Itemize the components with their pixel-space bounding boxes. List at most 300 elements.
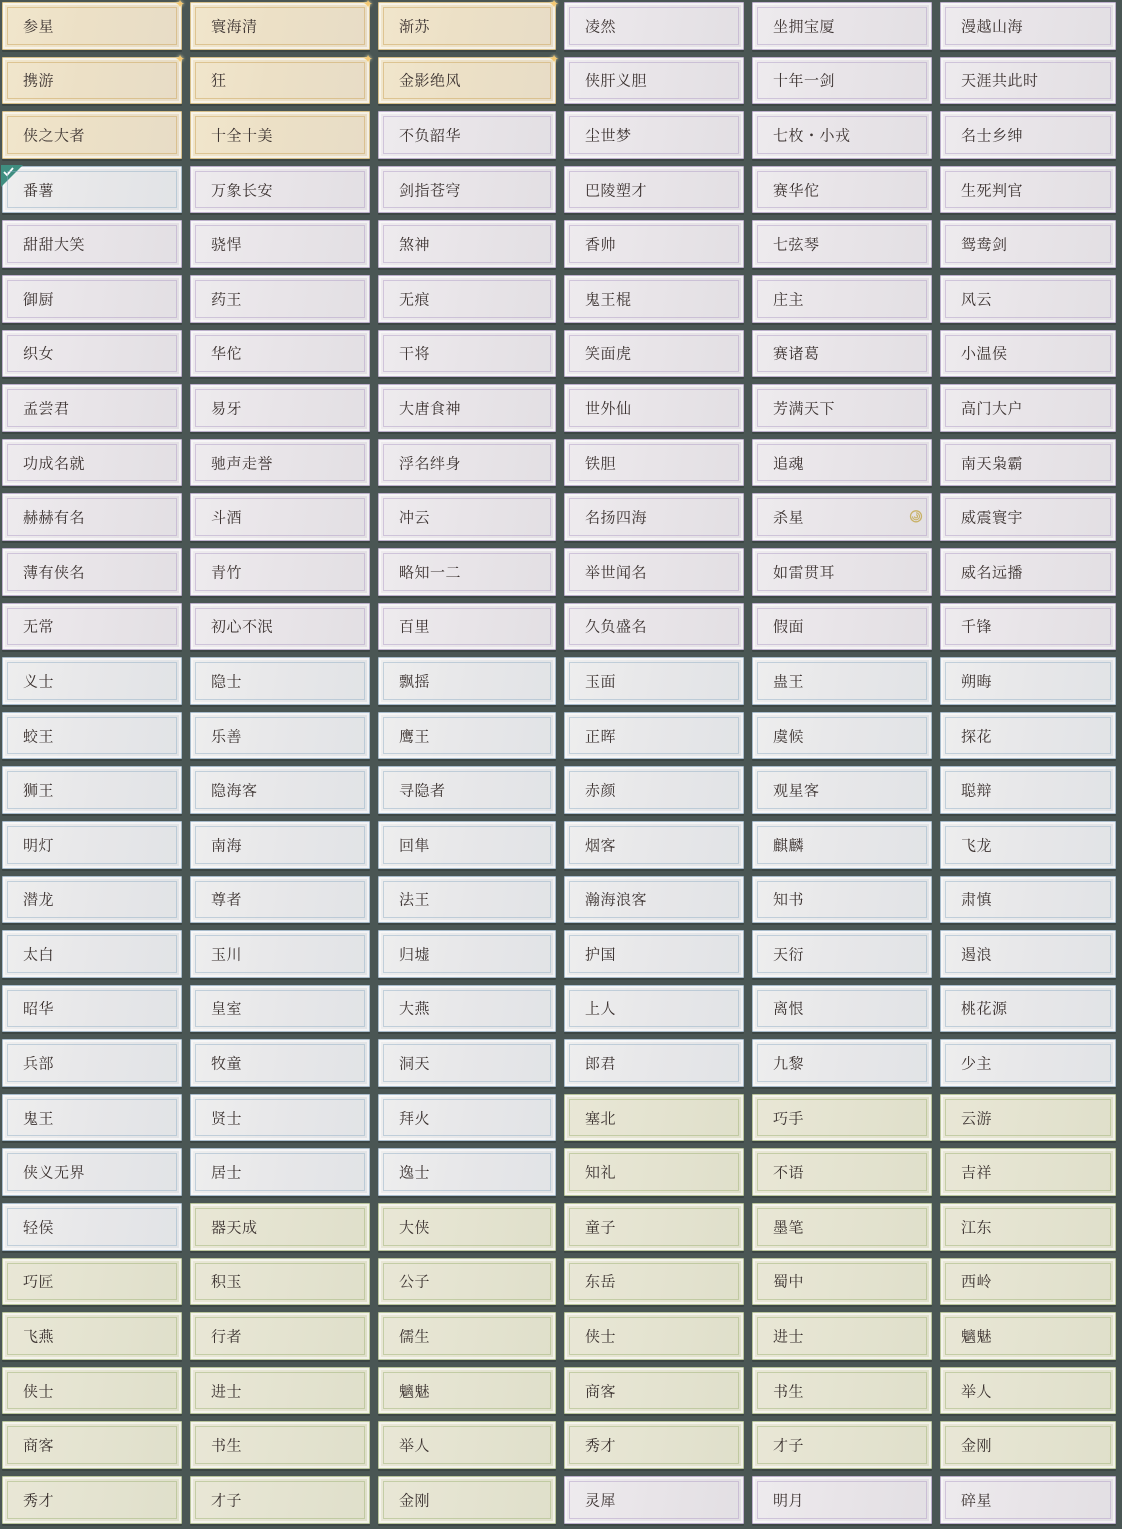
title-card[interactable]	[940, 1476, 1116, 1524]
title-card[interactable]	[752, 548, 932, 596]
title-card[interactable]	[752, 985, 932, 1033]
grid-cell	[188, 983, 376, 1038]
title-card-label: 巧匠	[23, 1272, 55, 1291]
title-card[interactable]	[190, 439, 370, 487]
grid-cell	[750, 1419, 938, 1474]
title-card-label: 蜀中	[773, 1272, 805, 1291]
title-card-label: 聪辩	[961, 781, 993, 800]
title-card[interactable]	[752, 493, 932, 541]
title-card[interactable]	[2, 220, 182, 268]
title-card[interactable]	[190, 1258, 370, 1306]
title-card-label: 居士	[211, 1163, 243, 1182]
title-card[interactable]	[378, 1421, 556, 1469]
title-card[interactable]	[378, 1476, 556, 1524]
title-card[interactable]	[564, 1094, 744, 1142]
title-card[interactable]	[564, 1421, 744, 1469]
title-card[interactable]	[2, 330, 182, 378]
grid-cell	[188, 764, 376, 819]
title-card[interactable]	[752, 330, 932, 378]
grid-cell	[188, 1310, 376, 1365]
title-card[interactable]	[378, 712, 556, 760]
grid-cell	[376, 1310, 562, 1365]
title-card-label: 肃慎	[961, 890, 993, 909]
title-card-label: 魑魅	[399, 1382, 431, 1401]
title-card-label: 笑面虎	[585, 344, 632, 363]
title-card[interactable]	[378, 821, 556, 869]
title-card[interactable]	[378, 985, 556, 1033]
grid-cell	[376, 1037, 562, 1092]
title-card[interactable]	[2, 1148, 182, 1196]
grid-cell	[562, 1092, 750, 1147]
grid-cell	[750, 109, 938, 164]
title-card-label: 芳满天下	[773, 399, 836, 418]
grid-cell	[938, 109, 1122, 164]
title-card[interactable]	[2, 51, 186, 105]
title-card[interactable]	[190, 1039, 370, 1087]
title-card-label: 举人	[399, 1436, 431, 1455]
title-card[interactable]	[752, 876, 932, 924]
title-card[interactable]	[190, 51, 374, 105]
title-card-label: 华佗	[211, 344, 243, 363]
title-card[interactable]	[564, 1203, 744, 1251]
title-card-label: 冲云	[399, 508, 431, 527]
title-card[interactable]	[190, 384, 370, 432]
grid-cell	[0, 601, 188, 656]
title-card-label: 云游	[961, 1109, 993, 1128]
title-card[interactable]	[940, 57, 1116, 105]
title-card[interactable]	[564, 111, 744, 159]
grid-cell	[562, 1474, 750, 1529]
title-card-label: 飞龙	[961, 836, 993, 855]
grid-cell	[0, 437, 188, 492]
title-card[interactable]	[190, 876, 370, 924]
title-card-label: 烟客	[585, 836, 617, 855]
title-card[interactable]	[378, 1148, 556, 1196]
title-card[interactable]	[2, 111, 182, 159]
grid-cell	[750, 601, 938, 656]
title-card-label: 世外仙	[585, 399, 632, 418]
title-card[interactable]	[190, 930, 370, 978]
title-card-label: 御厨	[23, 290, 55, 309]
title-card-label: 兵部	[23, 1054, 55, 1073]
title-card[interactable]	[378, 330, 556, 378]
grid-cell	[938, 983, 1122, 1038]
title-card[interactable]	[564, 220, 744, 268]
grid-cell	[562, 1146, 750, 1201]
grid-cell	[0, 51, 188, 110]
title-card[interactable]	[378, 384, 556, 432]
title-card[interactable]	[190, 166, 370, 214]
title-card[interactable]	[190, 1421, 370, 1469]
title-card[interactable]	[752, 821, 932, 869]
title-card-label: 万象长安	[211, 181, 274, 200]
title-card[interactable]	[564, 57, 744, 105]
title-card[interactable]	[940, 220, 1116, 268]
title-card[interactable]	[190, 111, 370, 159]
grid-cell	[188, 109, 376, 164]
grid-cell	[376, 1146, 562, 1201]
title-card[interactable]	[752, 57, 932, 105]
grid-cell	[938, 55, 1122, 110]
title-card[interactable]	[378, 275, 556, 323]
title-card[interactable]	[564, 330, 744, 378]
grid-cell	[938, 164, 1122, 219]
title-card[interactable]	[564, 1258, 744, 1306]
grid-cell	[562, 1256, 750, 1311]
title-card[interactable]	[2, 821, 182, 869]
title-card[interactable]	[564, 930, 744, 978]
title-card[interactable]	[190, 1476, 370, 1524]
title-card-label: 赤颜	[585, 781, 617, 800]
title-card[interactable]	[2, 1476, 182, 1524]
title-card[interactable]	[378, 1039, 556, 1087]
title-card-label: 初心不泯	[211, 617, 274, 636]
grid-cell	[188, 491, 376, 546]
title-card-label: 进士	[211, 1382, 243, 1401]
grid-cell	[750, 1146, 938, 1201]
title-card-label: 天衍	[773, 945, 805, 964]
title-card-label: 魑魅	[961, 1327, 993, 1346]
title-card[interactable]	[564, 2, 744, 50]
title-card[interactable]	[564, 1367, 744, 1415]
title-card[interactable]	[752, 1312, 932, 1360]
title-card[interactable]	[2, 166, 182, 214]
title-card[interactable]	[564, 1148, 744, 1196]
title-card[interactable]	[940, 439, 1116, 487]
title-card-label: 书生	[211, 1436, 243, 1455]
title-card[interactable]	[378, 1312, 556, 1360]
grid-cell	[0, 655, 188, 710]
title-card[interactable]	[190, 603, 370, 651]
grid-cell	[188, 1146, 376, 1201]
title-card[interactable]	[2, 876, 182, 924]
title-card[interactable]	[2, 1203, 182, 1251]
title-card[interactable]	[2, 548, 182, 596]
title-card[interactable]	[564, 439, 744, 487]
title-card[interactable]	[190, 821, 370, 869]
grid-cell	[188, 874, 376, 929]
title-card[interactable]	[378, 657, 556, 705]
title-card[interactable]	[2, 930, 182, 978]
title-card[interactable]	[378, 439, 556, 487]
title-card-label: 南天枭霸	[961, 454, 1024, 473]
grid-cell	[938, 819, 1122, 874]
title-card[interactable]	[752, 220, 932, 268]
title-card-label: 明月	[773, 1491, 805, 1510]
title-card-label: 侠士	[23, 1382, 55, 1401]
title-card[interactable]	[190, 985, 370, 1033]
grid-cell	[376, 273, 562, 328]
title-card[interactable]	[190, 1312, 370, 1360]
grid-cell	[750, 382, 938, 437]
grid-cell	[376, 764, 562, 819]
title-card[interactable]	[2, 1094, 182, 1142]
title-card[interactable]	[940, 657, 1116, 705]
grid-cell	[750, 928, 938, 983]
grid-cell	[750, 1310, 938, 1365]
title-card[interactable]	[2, 603, 182, 651]
title-card[interactable]	[2, 712, 182, 760]
title-card[interactable]	[752, 275, 932, 323]
title-card[interactable]	[378, 603, 556, 651]
title-card[interactable]	[190, 220, 370, 268]
title-card-label: 金刚	[399, 1491, 431, 1510]
title-card[interactable]	[752, 166, 932, 214]
title-card-label: 正晖	[585, 727, 617, 746]
title-card[interactable]	[752, 1203, 932, 1251]
title-card[interactable]	[378, 930, 556, 978]
title-card[interactable]	[190, 493, 370, 541]
title-card[interactable]	[940, 2, 1116, 50]
title-card[interactable]	[940, 166, 1116, 214]
title-card-label: 公子	[399, 1272, 431, 1291]
title-card[interactable]	[2, 1367, 182, 1415]
title-card[interactable]	[564, 876, 744, 924]
title-card-label: 南海	[211, 836, 243, 855]
grid-cell	[0, 819, 188, 874]
title-card-label: 不负韶华	[399, 126, 462, 145]
grid-cell	[188, 1474, 376, 1529]
title-card[interactable]	[378, 220, 556, 268]
title-card[interactable]	[940, 1258, 1116, 1306]
title-card[interactable]	[190, 548, 370, 596]
grid-cell	[188, 51, 376, 110]
grid-cell	[0, 328, 188, 383]
title-card-label: 金刚	[961, 1436, 993, 1455]
title-card[interactable]	[378, 0, 560, 50]
title-card[interactable]	[564, 821, 744, 869]
grid-cell	[562, 0, 750, 55]
grid-cell	[188, 382, 376, 437]
sparkle-icon: ✦	[548, 0, 560, 11]
title-card[interactable]	[940, 275, 1116, 323]
grid-cell	[376, 1256, 562, 1311]
grid-cell	[562, 55, 750, 110]
title-card[interactable]	[940, 1312, 1116, 1360]
title-card[interactable]	[378, 1094, 556, 1142]
grid-cell	[938, 0, 1122, 55]
title-card-label: 秀才	[23, 1491, 55, 1510]
title-card[interactable]	[752, 1148, 932, 1196]
title-card[interactable]	[564, 166, 744, 214]
title-card[interactable]	[564, 766, 744, 814]
title-card-label: 参星	[23, 17, 55, 36]
grid-cell	[938, 1419, 1122, 1474]
grid-cell	[376, 382, 562, 437]
title-card-label: 才子	[773, 1436, 805, 1455]
grid-cell	[750, 1256, 938, 1311]
grid-cell	[750, 491, 938, 546]
title-card-label: 尊者	[211, 890, 243, 909]
title-card[interactable]	[2, 1039, 182, 1087]
title-card[interactable]	[940, 493, 1116, 541]
title-card-label: 风云	[961, 290, 993, 309]
title-card[interactable]	[2, 275, 182, 323]
grid-cell	[0, 710, 188, 765]
title-card-label: 追魂	[773, 454, 805, 473]
title-card[interactable]	[752, 930, 932, 978]
title-card[interactable]	[940, 603, 1116, 651]
title-card[interactable]	[190, 0, 374, 50]
title-card[interactable]	[752, 657, 932, 705]
title-card[interactable]	[2, 493, 182, 541]
title-card[interactable]	[378, 1258, 556, 1306]
title-card-label: 碎星	[961, 1491, 993, 1510]
title-card[interactable]	[378, 1203, 556, 1251]
grid-cell	[0, 164, 188, 219]
title-card[interactable]	[752, 1421, 932, 1469]
grid-cell	[0, 0, 188, 55]
title-card[interactable]	[2, 766, 182, 814]
title-card-label: 桃花源	[961, 999, 1008, 1018]
grid-cell	[562, 1310, 750, 1365]
title-card[interactable]	[940, 548, 1116, 596]
title-card-label: 高门大户	[961, 399, 1024, 418]
title-card[interactable]	[752, 1476, 932, 1524]
title-card-label: 药王	[211, 290, 243, 309]
title-card[interactable]	[752, 384, 932, 432]
title-card[interactable]	[752, 712, 932, 760]
title-card[interactable]	[2, 1421, 182, 1469]
title-card-label: 麒麟	[773, 836, 805, 855]
title-card[interactable]	[752, 1039, 932, 1087]
grid-cell	[562, 710, 750, 765]
title-card[interactable]	[2, 657, 182, 705]
title-card[interactable]	[940, 1039, 1116, 1087]
title-card[interactable]	[190, 766, 370, 814]
title-card-label: 漫越山海	[961, 17, 1024, 36]
title-card[interactable]	[940, 1148, 1116, 1196]
title-card[interactable]	[940, 985, 1116, 1033]
title-card[interactable]	[940, 930, 1116, 978]
title-card[interactable]	[564, 985, 744, 1033]
title-card-label: 潜龙	[23, 890, 55, 909]
title-card-label: 金影绝风	[399, 71, 462, 90]
title-card[interactable]	[940, 111, 1116, 159]
grid-cell	[0, 1146, 188, 1201]
title-card[interactable]	[190, 275, 370, 323]
title-card[interactable]	[752, 1367, 932, 1415]
title-card-label: 塞北	[585, 1109, 617, 1128]
title-card[interactable]	[752, 603, 932, 651]
title-card[interactable]	[940, 1367, 1116, 1415]
title-card[interactable]	[940, 876, 1116, 924]
title-card-label: 孟尝君	[23, 399, 70, 418]
title-card-label: 轻侯	[23, 1218, 55, 1237]
title-card-label: 商客	[23, 1436, 55, 1455]
title-card[interactable]	[940, 1203, 1116, 1251]
title-card[interactable]	[564, 603, 744, 651]
title-card[interactable]	[190, 1148, 370, 1196]
grid-cell	[750, 1201, 938, 1256]
title-card[interactable]	[564, 1476, 744, 1524]
title-card[interactable]	[2, 0, 186, 50]
title-card[interactable]	[378, 548, 556, 596]
title-card[interactable]	[752, 111, 932, 159]
title-card[interactable]	[2, 1312, 182, 1360]
title-card[interactable]	[564, 657, 744, 705]
grid-cell	[188, 1419, 376, 1474]
title-card-label: 九黎	[773, 1054, 805, 1073]
title-card[interactable]	[940, 712, 1116, 760]
title-card-label: 隐士	[211, 672, 243, 691]
title-card-label: 功成名就	[23, 454, 86, 473]
grid-cell	[938, 1474, 1122, 1529]
title-card-label: 十年一剑	[773, 71, 836, 90]
title-card[interactable]	[564, 712, 744, 760]
title-card[interactable]	[2, 384, 182, 432]
title-card[interactable]	[564, 1039, 744, 1087]
title-card[interactable]	[378, 493, 556, 541]
title-card[interactable]	[378, 1367, 556, 1415]
grid-cell	[188, 1092, 376, 1147]
title-card[interactable]	[378, 111, 556, 159]
title-card[interactable]	[190, 1367, 370, 1415]
title-card[interactable]	[940, 384, 1116, 432]
title-card[interactable]	[2, 439, 182, 487]
title-card[interactable]	[752, 2, 932, 50]
grid-cell	[938, 491, 1122, 546]
title-card[interactable]	[190, 1203, 370, 1251]
grid-cell	[938, 874, 1122, 929]
title-card[interactable]	[564, 548, 744, 596]
title-card[interactable]	[940, 1421, 1116, 1469]
title-card[interactable]	[190, 712, 370, 760]
title-card-label: 渐苏	[399, 17, 431, 36]
title-card-label: 乐善	[211, 727, 243, 746]
title-card[interactable]	[752, 1094, 932, 1142]
title-card[interactable]	[378, 51, 560, 105]
title-card[interactable]	[940, 330, 1116, 378]
title-card-label: 墨笔	[773, 1218, 805, 1237]
title-card-label: 骁悍	[211, 235, 243, 254]
grid-cell	[0, 1256, 188, 1311]
grid-cell	[750, 874, 938, 929]
title-card[interactable]	[2, 985, 182, 1033]
title-card-label: 大唐食神	[399, 399, 462, 418]
title-card[interactable]	[940, 766, 1116, 814]
grid-cell	[750, 437, 938, 492]
title-card[interactable]	[752, 766, 932, 814]
title-card-label: 大燕	[399, 999, 431, 1018]
title-card[interactable]	[940, 821, 1116, 869]
title-card[interactable]	[378, 166, 556, 214]
title-card[interactable]	[564, 384, 744, 432]
grid-cell	[562, 764, 750, 819]
title-card[interactable]	[564, 275, 744, 323]
grid-cell	[376, 874, 562, 929]
title-card[interactable]	[378, 876, 556, 924]
title-card[interactable]	[190, 1094, 370, 1142]
title-card[interactable]	[378, 766, 556, 814]
title-card[interactable]	[190, 657, 370, 705]
title-card-label: 赛华佗	[773, 181, 820, 200]
sparkle-icon: ✦	[548, 51, 560, 66]
title-card[interactable]	[2, 1258, 182, 1306]
title-card[interactable]	[752, 439, 932, 487]
title-card[interactable]	[190, 330, 370, 378]
grid-cell	[376, 1474, 562, 1529]
title-card[interactable]	[752, 1258, 932, 1306]
title-card[interactable]	[940, 1094, 1116, 1142]
title-card[interactable]	[564, 1312, 744, 1360]
grid-cell	[0, 983, 188, 1038]
grid-cell	[562, 601, 750, 656]
grid-cell	[0, 218, 188, 273]
title-card[interactable]	[564, 493, 744, 541]
grid-cell	[938, 1092, 1122, 1147]
title-card-label: 知书	[773, 890, 805, 909]
